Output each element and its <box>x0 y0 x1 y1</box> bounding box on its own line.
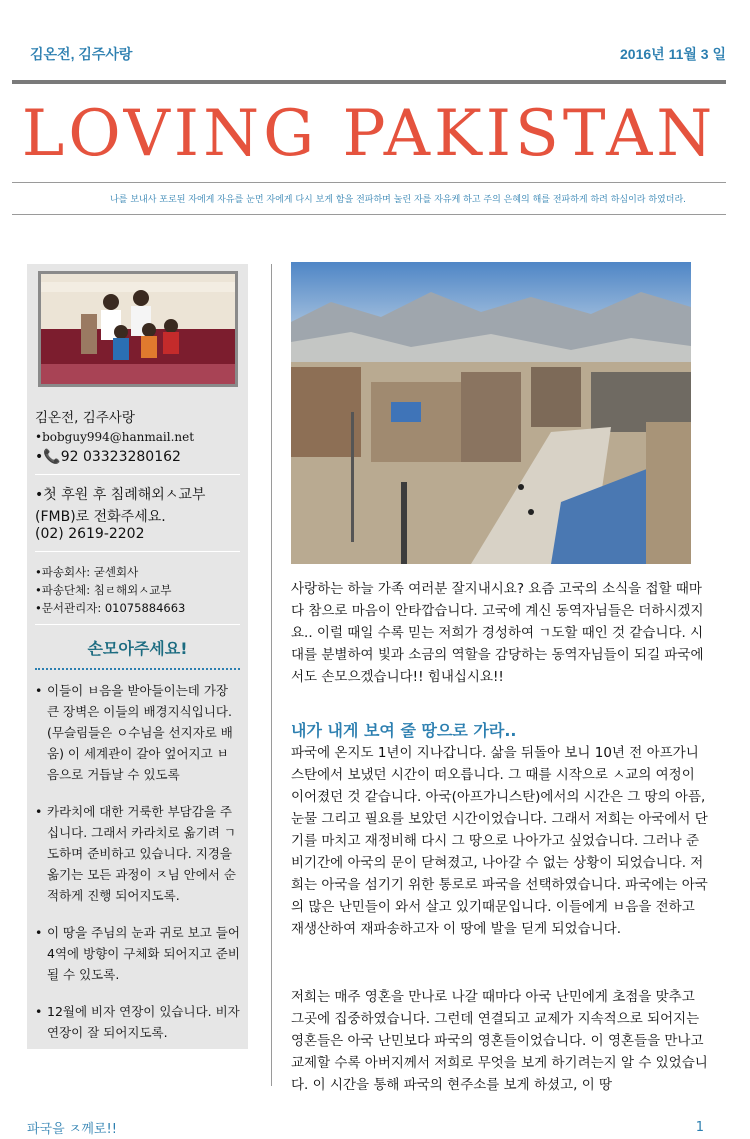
masthead-verse: 나를 보내사 포로된 자에게 자유를 눈먼 자에게 다시 보게 함을 전파하며 눌린 자를 자유케 하고 주의 은혜의 해를 전파하게 하려 하심이라 하였더라. <box>110 195 686 205</box>
intro-paragraph: 사랑하는 하늘 가족 여러분 잘지내시요? 요즘 고국의 소식을 접할 때마다 참으로 마음이 안타깝습니다. 고국에 계신 동역자님들은 더하시겠지요.. 이럴 때일 수록 믿는 저희가 경성하여 ㄱ도할 때인 것 같습니다. 시대를 분별하여 빛과 소금의 역할을 감당하는 동역자님들이 되길 파국에서도 손모으겠습니다!! 힘내십시요!! <box>291 581 704 685</box>
footer-slogan: 파국을 ㅈ께로!! <box>27 1122 117 1137</box>
sidebar-sep-3 <box>35 624 240 625</box>
prayer-item: • 카라치에 대한 거룩한 부담감을 주십니다. 그래서 카라치로 옮기려 ㄱ도하며 준비하고 있습니다. 지경을 옮기는 모든 과정이 ㅈ님 안에서 순적하게 진행 되어지도록. <box>35 801 240 906</box>
family-photo <box>38 271 238 387</box>
contact-name: 김온전, 김주사랑 <box>35 410 135 426</box>
hero-photo <box>291 262 691 564</box>
sidebar-sep-1 <box>35 474 240 475</box>
contact-email[interactable]: •bobguy994@hanmail.net <box>35 430 195 444</box>
header-rule <box>12 80 726 84</box>
prayer-title: 손모아주세요! <box>87 639 188 658</box>
sidebar <box>27 264 248 1049</box>
header-names: 김온전, 김주사랑 <box>30 46 133 62</box>
donation-note: •첫 후원 후 침례해외ㅅ교부 (FMB)로 전화주세요. <box>35 487 206 525</box>
donation-phone[interactable]: (02) 2619-2202 <box>35 526 145 542</box>
prayer-item: • 이 땅을 주님의 눈과 귀로 보고 들어 4역에 방향이 구체화 되어지고 준비 될 수 있도록. <box>35 922 240 985</box>
sidebar-sep-2 <box>35 551 240 552</box>
prayer-item: • 이들이 ㅂ음을 받아들이는데 가장 큰 장벽은 이들의 배경지식입니다. (무슬림들은 ㅇ수님을 선지자로 배움) 이 세계관이 갈아 엎어지고 ㅂ음으로 거듭날 수 있도록 <box>35 680 240 785</box>
section-heading: 내가 내게 보여 줄 땅으로 가라.. <box>291 721 517 740</box>
org-company: •파송회사: 굳센회사 <box>35 565 139 579</box>
org-manager: •문서관리자: 01075884663 <box>35 601 186 615</box>
contact-phone[interactable]: •📞92 03323280162 <box>35 449 181 465</box>
prayer-item: • 12월에 비자 연장이 있습니다. 비자 연장이 잘 되어지도록. <box>35 1001 240 1043</box>
page-number: 1 <box>695 1120 704 1135</box>
verse-rule-top <box>12 182 726 183</box>
org-group: •파송단체: 침ㄹ해외ㅅ교부 <box>35 583 172 597</box>
body-paragraph-1: 파국에 온지도 1년이 지나갑니다. 삶을 뒤돌아 보니 10년 전 아프가니스탄에서 보냈던 시간이 떠오릅니다. 그 때를 시작으로 ㅅ교의 여정이 이어졌던 것 같습니다. 아국(아프가니스탄)에서의 시간은 그 땅의 아픔, 눈물 그리고 필요를 보았던 시간이었습니다. 그래서 저희는 아국에서 단기를 마치고 재정비해 다시 그 땅으로 나아가고 싶었습니다. 그러나 준비기간에 아국의 문이 닫혀졌고, 나아갈 수 없는 상황이 되었습니다. 저희는 아국을 섬기기 위한 통로로 파국을 선택하였습니다. 파국에는 아국의 많은 난민들이 와서 살고 있기때문입니다. 이들에게 ㅂ음을 전하고 재생산하여 재파송하고자 이 땅에 발을 딛게 되었습니다. <box>291 745 708 937</box>
verse-rule-bottom <box>12 214 726 215</box>
prayer-divider <box>35 668 240 670</box>
prayer-list <box>35 680 240 1059</box>
header-date: 2016년 11월 3 일 <box>620 46 726 62</box>
column-divider <box>271 264 272 1086</box>
body-paragraph-2: 저희는 매주 영혼을 만나로 나갈 때마다 아국 난민에게 초점을 맞추고 그곳에 집중하였습니다. 그런데 연결되고 교제가 지속적으로 되어지는 영혼들은 아국 난민보다 파국의 영혼들이었습니다. 이 영혼들을 만나고 교제할 수록 아버지께서 저희로 무엇을 보게 하기려는지 알 수 있었습니다. 이 시간을 통해 파국의 현주소를 보게 하셨고, 이 땅 <box>291 989 708 1093</box>
masthead-title: LOVING PAKISTAN <box>21 97 717 171</box>
